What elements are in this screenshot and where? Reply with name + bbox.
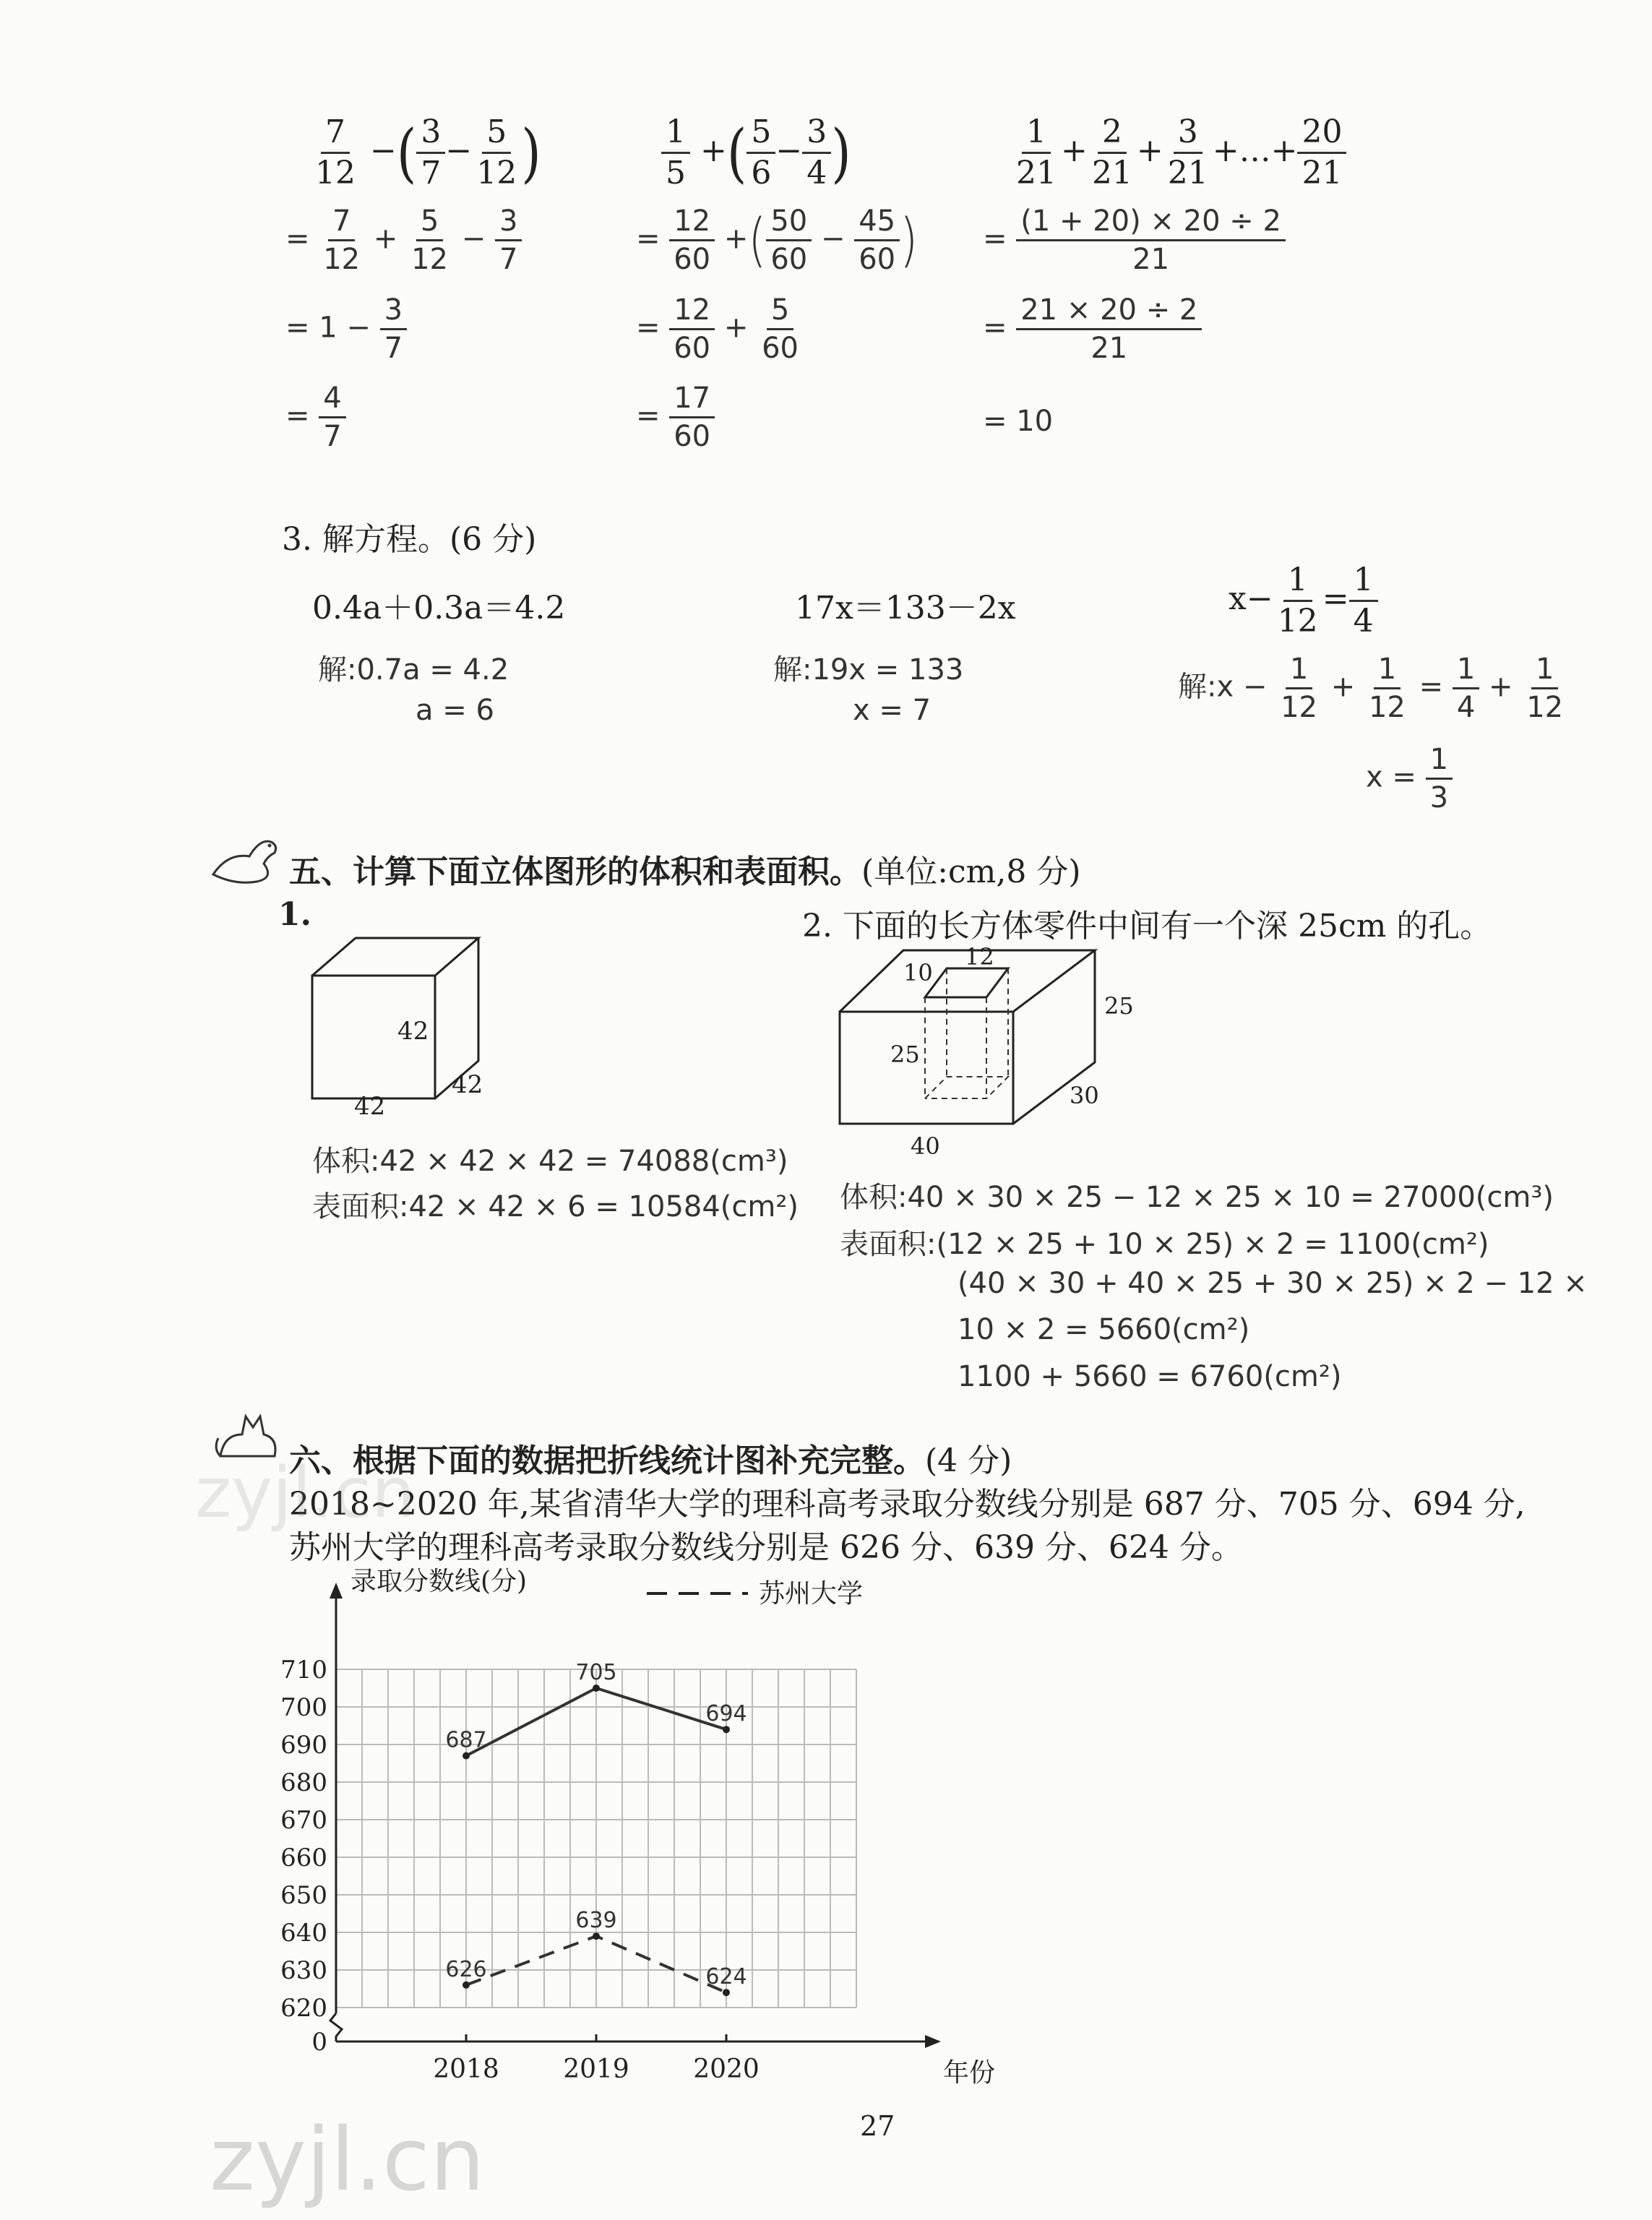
calc-col1-step1: = $\frac{7}{12}$ + $\frac{5}{12}$ − $\frac{3}{7}$ [285,206,522,275]
data-point [463,1982,470,1989]
block-height-label: 25 [1104,992,1134,1020]
x-tick-label: 2019 [563,2055,629,2084]
calc-col3-problem: $\frac{1}{21}$ + $\frac{2}{21}$ + $\frac{3}{21}$ +…+ $\frac{20}{21}$ [1012,116,1346,190]
watermark: zyjl.cn [210,2110,485,2211]
x-tick-label: 2018 [433,2055,499,2084]
data-label: 694 [705,1701,747,1727]
y-tick-label: 640 [280,1919,327,1948]
calc-col2-step1: = $\frac{12}{60}$ +( $\frac{50}{60}$ − $\frac{45}{60}$ ) [636,205,919,276]
data-point [593,1685,600,1692]
section6-text-2: 苏州大学的理科高考录取分数线分别是 626 分、639 分、624 分。 [289,1529,1243,1566]
y-axis-arrow-icon [330,1583,343,1599]
y-tick-label: 680 [280,1768,327,1797]
data-point [593,1932,600,1940]
calc-col2-problem: $\frac{1}{5}$ +( $\frac{5}{6}$ − $\frac{3}{4}$ ) [661,116,851,190]
data-label: 639 [575,1908,617,1934]
block-width-label: 40 [911,1132,940,1160]
legend-label: 苏州大学 [759,1579,864,1609]
eq1-problem: 0.4a＋0.3a＝4.2 [312,590,566,627]
hole-height-label: 25 [890,1041,920,1068]
data-label: 705 [575,1660,617,1685]
p2-label: 2. 下面的长方体零件中间有一个深 25cm 的孔。 [802,908,1492,945]
legend-label [759,1561,863,1562]
y-tick-label: 630 [280,1956,327,1985]
eq3-solution: 解:x − $\frac{1}{12}$ + $\frac{1}{12}$ = $\frac{1}{4}$ + $\frac{1}{12}$ [1178,653,1564,724]
p2-surface-3: 10 × 2 = 5660(cm²) [958,1313,1250,1346]
cube-depth-label: 42 [452,1070,483,1099]
section3-title: 3. 解方程。(6 分) [282,521,537,558]
calc-col2-step2: = $\frac{12}{60}$ + $\frac{5}{60}$ [636,293,799,365]
calc-col1-problem: $\frac{7}{12}$ −( $\frac{3}{7}$ − $\frac{5}{12}$ ) [315,113,541,192]
line-chart [275,1561,997,2096]
data-label: 626 [445,1956,487,1982]
calc-col3-step3: = 10 [983,405,1054,438]
data-point [723,1726,730,1733]
cube-figure [304,932,506,1120]
p2-surface-4: 1100 + 5660 = 6760(cm²) [958,1360,1342,1393]
data-label: 624 [705,1964,747,1990]
eq3-result: x = $\frac{1}{3}$ [1366,744,1453,813]
data-label: 687 [445,1727,487,1753]
eq2-line1: 解:19x = 133 [773,653,964,687]
y-axis-title: 录取分数线(分) [350,1567,528,1596]
hole-depth-label: 10 [903,959,933,986]
y-tick-label: 650 [280,1881,327,1910]
y-tick-label: 620 [280,1994,327,2023]
calc-col3-step2: = $\frac{21 \times 20 \div 2}{21}$ [983,295,1202,363]
eq3-problem: x− $\frac{1}{12}$ = $\frac{1}{4}$ [1229,564,1378,638]
calc-col1-step3: = $\frac{4}{7}$ [285,383,346,452]
block-depth-label: 30 [1070,1082,1099,1109]
p2-surface-1: 表面积:(12 × 25 + 10 × 25) × 2 = 1100(cm²) [840,1228,1489,1261]
p1-label: 1. [278,896,311,933]
block-with-hole-figure [831,936,1192,1167]
eq1-line2: a = 6 [416,694,494,727]
watermark-faint: zyjl.cn [195,1453,416,1533]
y-tick-label: 660 [280,1843,327,1872]
x-tick-label: 2020 [693,2055,760,2084]
section5-title: 五、计算下面立体图形的体积和表面积。(单位:cm,8 分) [289,853,1081,890]
section6-text-1: 2018~2020 年,某省清华大学的理科高考录取分数线分别是 687 分、705 分、694 分, [289,1486,1526,1523]
p2-surface-2: (40 × 30 + 40 × 25 + 30 × 25) × 2 − 12 × [958,1267,1588,1300]
eq2-problem: 17x＝133－2x [795,590,1016,627]
y-tick-label: 670 [280,1806,327,1835]
x-axis-title: 年份 [943,2058,996,2088]
cube-height-label: 42 [397,1017,429,1046]
calc-col3-step1: = $\frac{(1 + 20) \times 20 \div 2}{21}$ [983,206,1286,275]
p2-volume: 体积:40 × 30 × 25 − 12 × 25 × 10 = 27000(cm³) [840,1181,1554,1214]
data-point [463,1752,470,1760]
page-number: 27 [860,2110,895,2142]
x-axis-arrow-icon [925,2035,941,2048]
y-tick-label: 0 [311,2028,327,2057]
cube-width-label: 42 [354,1092,386,1120]
calc-col1-step2: = 1 − $\frac{3}{7}$ [285,295,407,363]
eq2-line2: x = 7 [853,694,932,727]
data-point [723,1989,730,1996]
calc-col2-step3: = $\frac{17}{60}$ [636,383,715,452]
p1-volume: 体积:42 × 42 × 42 = 74088(cm³) [312,1145,788,1178]
y-tick-label: 700 [280,1693,327,1722]
seal-mascot-icon [206,824,285,889]
eq1-line1: 解:0.7a = 4.2 [318,653,509,687]
axis-break-icon [330,2013,342,2042]
y-tick-label: 710 [280,1656,327,1685]
p1-surface: 表面积:42 × 42 × 6 = 10584(cm²) [312,1190,799,1223]
y-tick-label: 690 [280,1731,327,1760]
section6-title: 六、根据下面的数据把折线统计图补充完整。(4 分) [289,1442,1012,1479]
hole-width-label: 12 [965,943,994,971]
